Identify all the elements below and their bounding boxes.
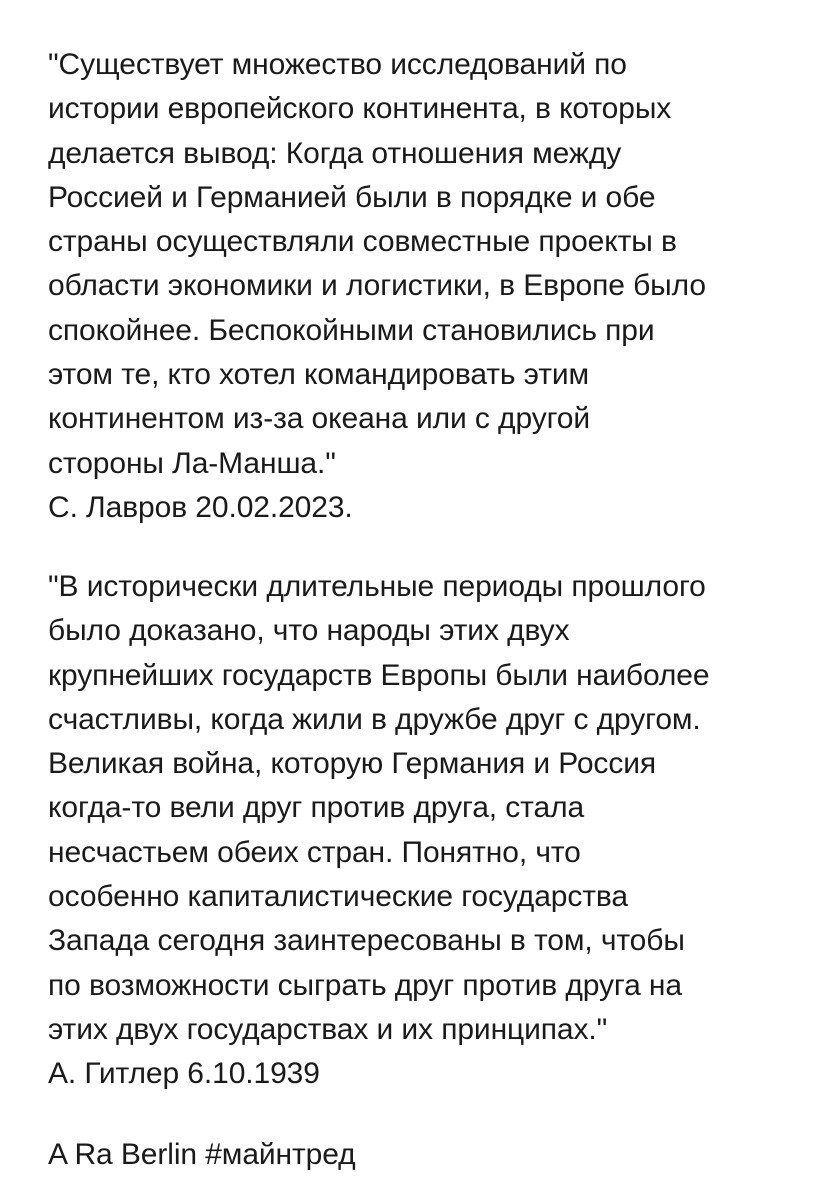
quote-line: Запада сегодня заинтересованы в том, чтобы <box>48 924 685 958</box>
quote-line: Великая война, которую Германия и Россия <box>48 747 657 781</box>
quote-line: области экономики и логистики, в Европе было <box>48 269 706 303</box>
footer-signature <box>48 1133 818 1177</box>
quote-line: по возможности сыграть друг против друга на <box>48 968 682 1002</box>
quote-line: делается вывод: Когда отношения между <box>48 136 622 170</box>
quote-attribution: А. Гитлер 6.10.1939 <box>48 1057 320 1091</box>
quote-line: Россией и Германией были в порядке и обе <box>48 180 656 214</box>
quote-line: счастливы, когда жили в дружбе друг с другом. <box>48 702 701 736</box>
quote-line: "В исторически длительные периоды прошлого <box>48 570 706 603</box>
quote-line: было доказано, что народы этих двух <box>48 614 570 648</box>
quote-line: особенно капиталистические государства <box>48 880 628 914</box>
quote-line: когда-то вели друг против друга, стала <box>48 791 585 825</box>
quote-line: несчастьем обеих стран. Понятно, что <box>48 835 581 869</box>
footer-text: A Ra Berlin #майнтред <box>48 1138 356 1171</box>
quote-attribution: С. Лавров 20.02.2023. <box>48 490 353 524</box>
quote-line: континентом из-за океана или с другой <box>48 402 591 436</box>
quote-line: спокойнее. Беспокойными становились при <box>48 313 655 347</box>
quote-line: этом те, кто хотел командировать этим <box>48 358 590 392</box>
quote-hitler <box>48 565 818 1097</box>
quote-line: истории европейского континента, в которых <box>48 92 672 126</box>
quote-line: страны осуществляли совместные проекты в <box>48 225 677 259</box>
quote-line: "Существует множество исследований по <box>48 48 627 81</box>
quote-line: крупнейших государств Европы были наиболее <box>48 658 710 692</box>
quote-lavrov <box>48 43 818 530</box>
quote-line: стороны Ла-Манша." <box>48 446 336 480</box>
quote-line: этих двух государствах и их принципах." <box>48 1012 608 1046</box>
